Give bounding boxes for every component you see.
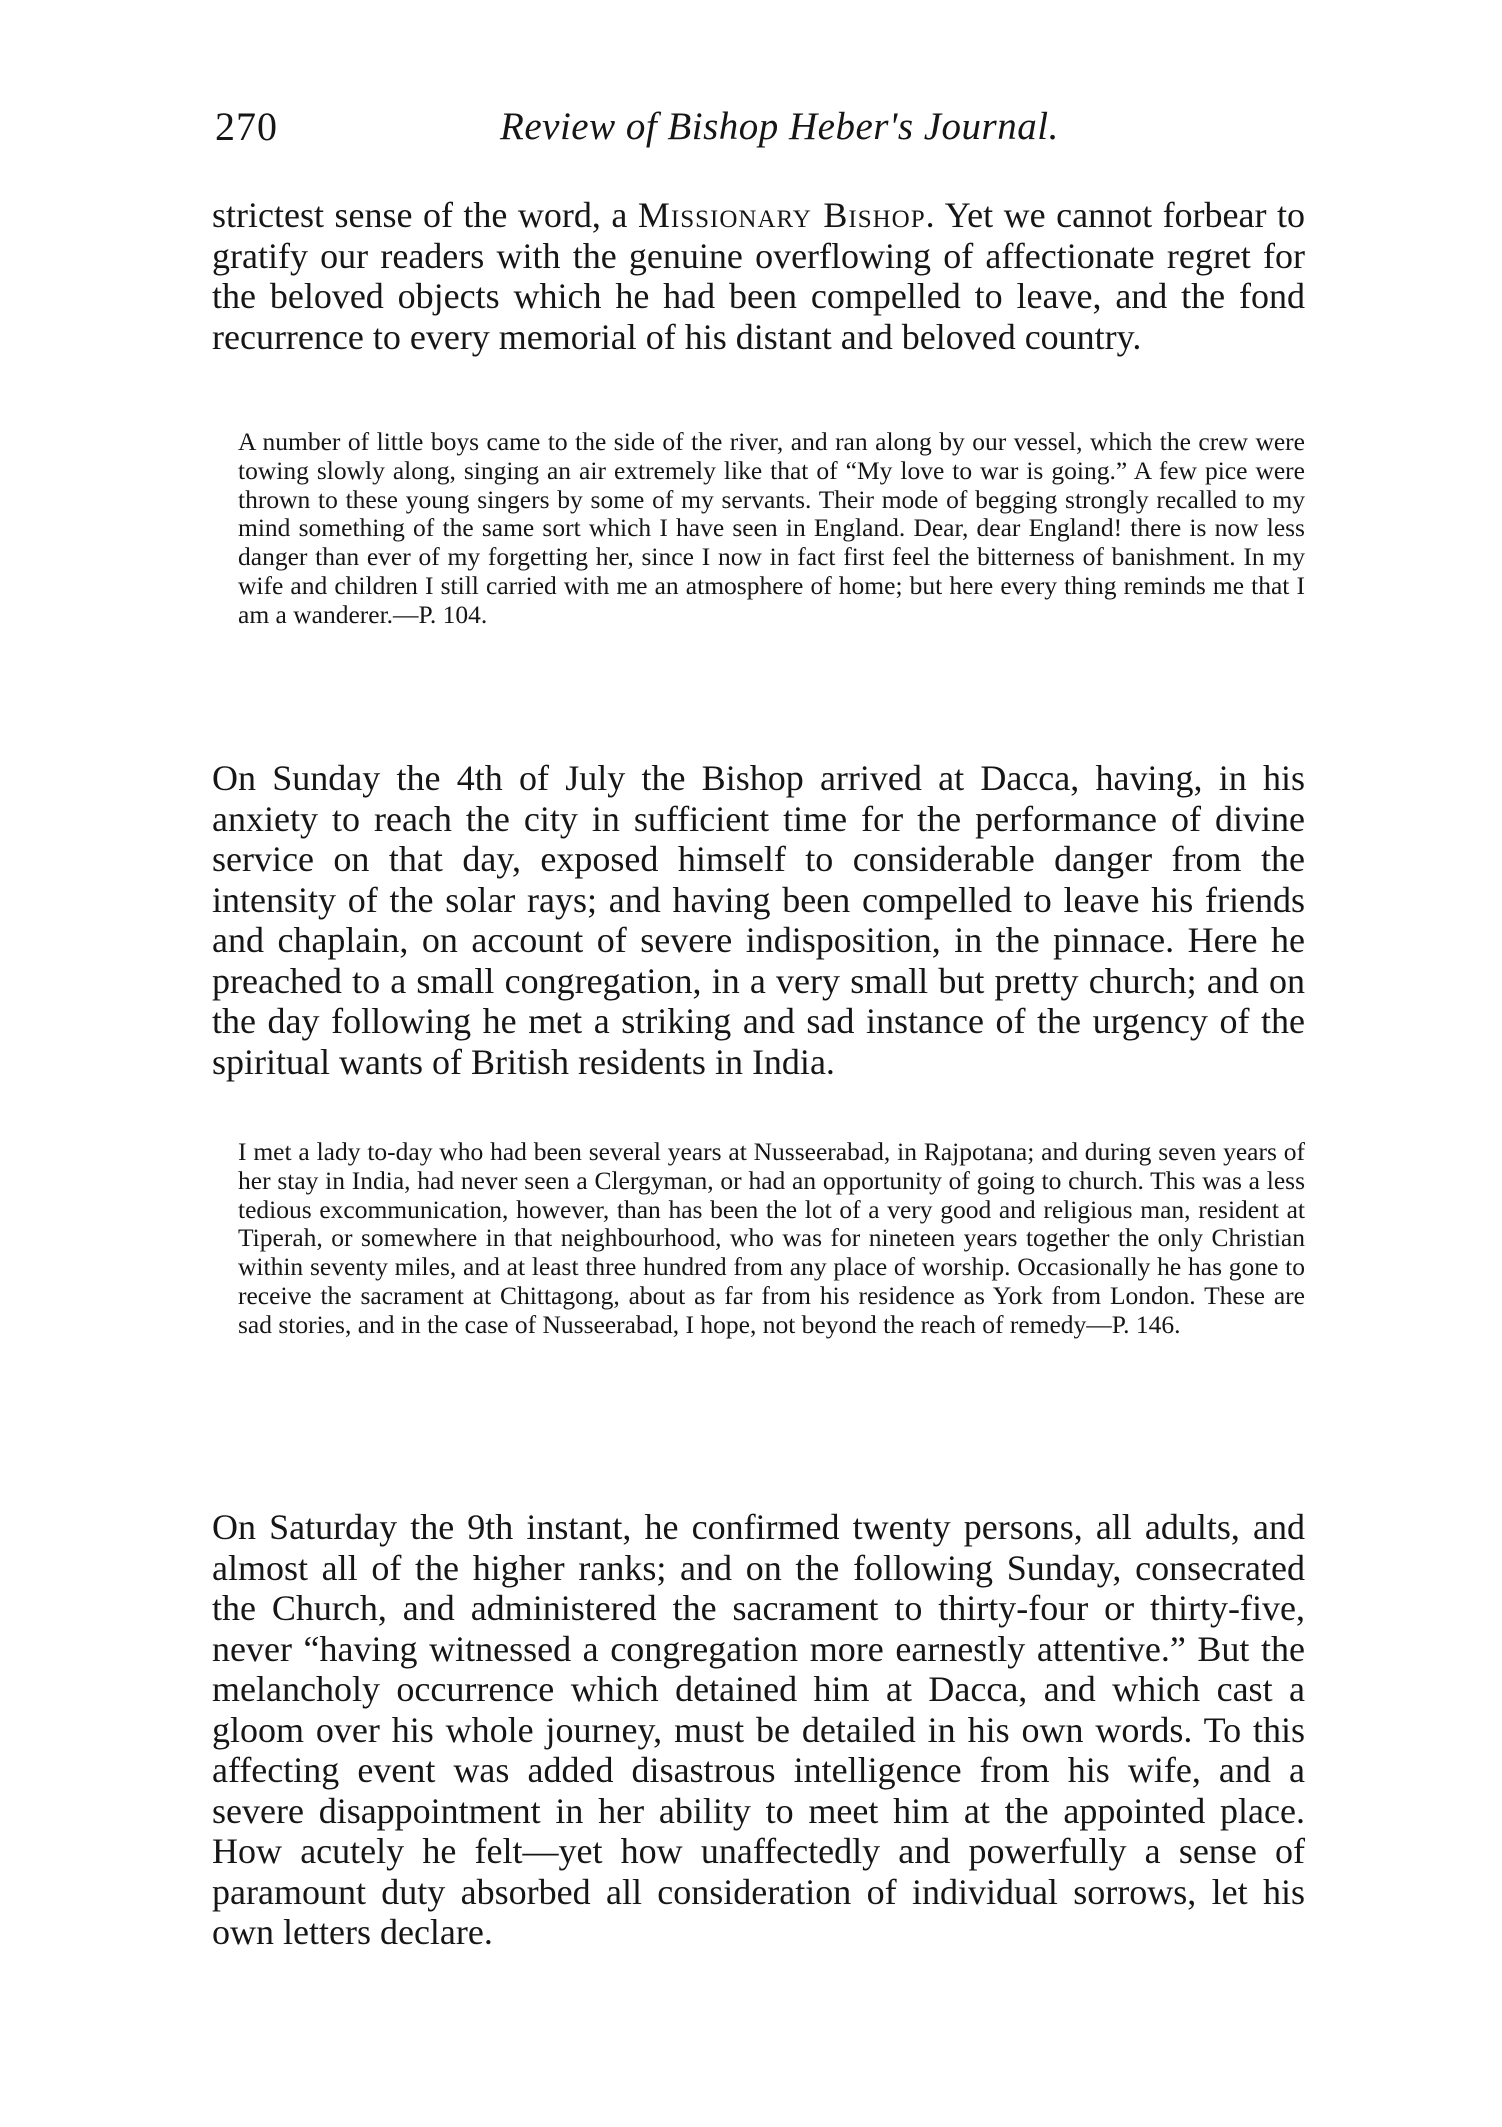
block-quote-1: A number of little boys came to the side of the river, and ran along by our vessel, which the crew were towing slowly along, singing an air extremely like that of “My love to war is going.” A few pice were thrown to these young singers by some of my servants. Their mode of begging strongly recalled to my mind something of the same sort which I have seen in England. Dear, dear England! there is now less danger than ever of my forgetting her, since I now in fact first feel the bitterness of banishment. In my wife and children I still carried with me an atmosphere of home; but here every thing reminds me that I am a wanderer.—P. 104.	[238, 427, 1305, 629]
paragraph-1	[212, 195, 1305, 357]
page-number: 270	[215, 104, 278, 149]
block-quote-2: I met a lady to-day who had been several years at Nusseerabad, in Rajpotana; and during seven years of her stay in India, had never seen a Clergyman, or had an opportunity of going to church. This was a less tedious excommunication, however, than has been the lot of a very good and religious man, resident at Tiperah, or somewhere in that neighbourhood, who was for nineteen years together the only Christian within seventy miles, and at least three hundred from any place of worship. Occasionally he has gone to receive the sacrament at Chittagong, about as far from his residence as York from London. These are sad stories, and in the case of Nusseerabad, I hope, not beyond the reach of remedy—P. 146.	[238, 1137, 1305, 1339]
running-title: Review of Bishop Heber's Journal.	[500, 105, 1059, 148]
page-header	[215, 105, 1310, 165]
paragraph-3: On Saturday the 9th instant, he confirmed twenty persons, all adults, and almost all of the higher ranks; and on the following Sunday, consecrated the Church, and administered the sacrament to thirty-four or thirty-five, never “having witnessed a congregation more earnestly attentive.” But the melancholy occurrence which detained him at Dacca, and which cast a gloom over his whole journey, must be detailed in his own words. To this affecting event was added disastrous intelligence from his wife, and a severe disappointment in her ability to meet him at the appointed place. How acutely he felt—yet how unaffectedly and powerfully a sense of paramount duty absorbed all consideration of individual sorrows, let his own letters declare.	[212, 1507, 1305, 1952]
paragraph-2: On Sunday the 4th of July the Bishop arrived at Dacca, having, in his anxiety to reach the city in sufficient time for the performance of divine service on that day, exposed himself to considerable danger from the intensity of the solar rays; and having been compelled to leave his friends and chaplain, on account of severe indisposition, in the pinnace. Here he preached to a small congregation, in a very small but pretty church; and on the day following he met a striking and sad instance of the urgency of the spiritual wants of British residents in India.	[212, 758, 1305, 1082]
paragraph-1-small-caps: Missionary Bishop.	[637, 195, 936, 235]
paragraph-1-rest: Yet we cannot forbear to gratify our readers with the genuine overflowing of affectionate regret for the beloved objects which he had been compelled to leave, and the fond recurrence to every memorial of his distant and beloved country.	[212, 195, 1305, 357]
paragraph-1-lead: strictest sense of the word, a	[212, 195, 638, 235]
